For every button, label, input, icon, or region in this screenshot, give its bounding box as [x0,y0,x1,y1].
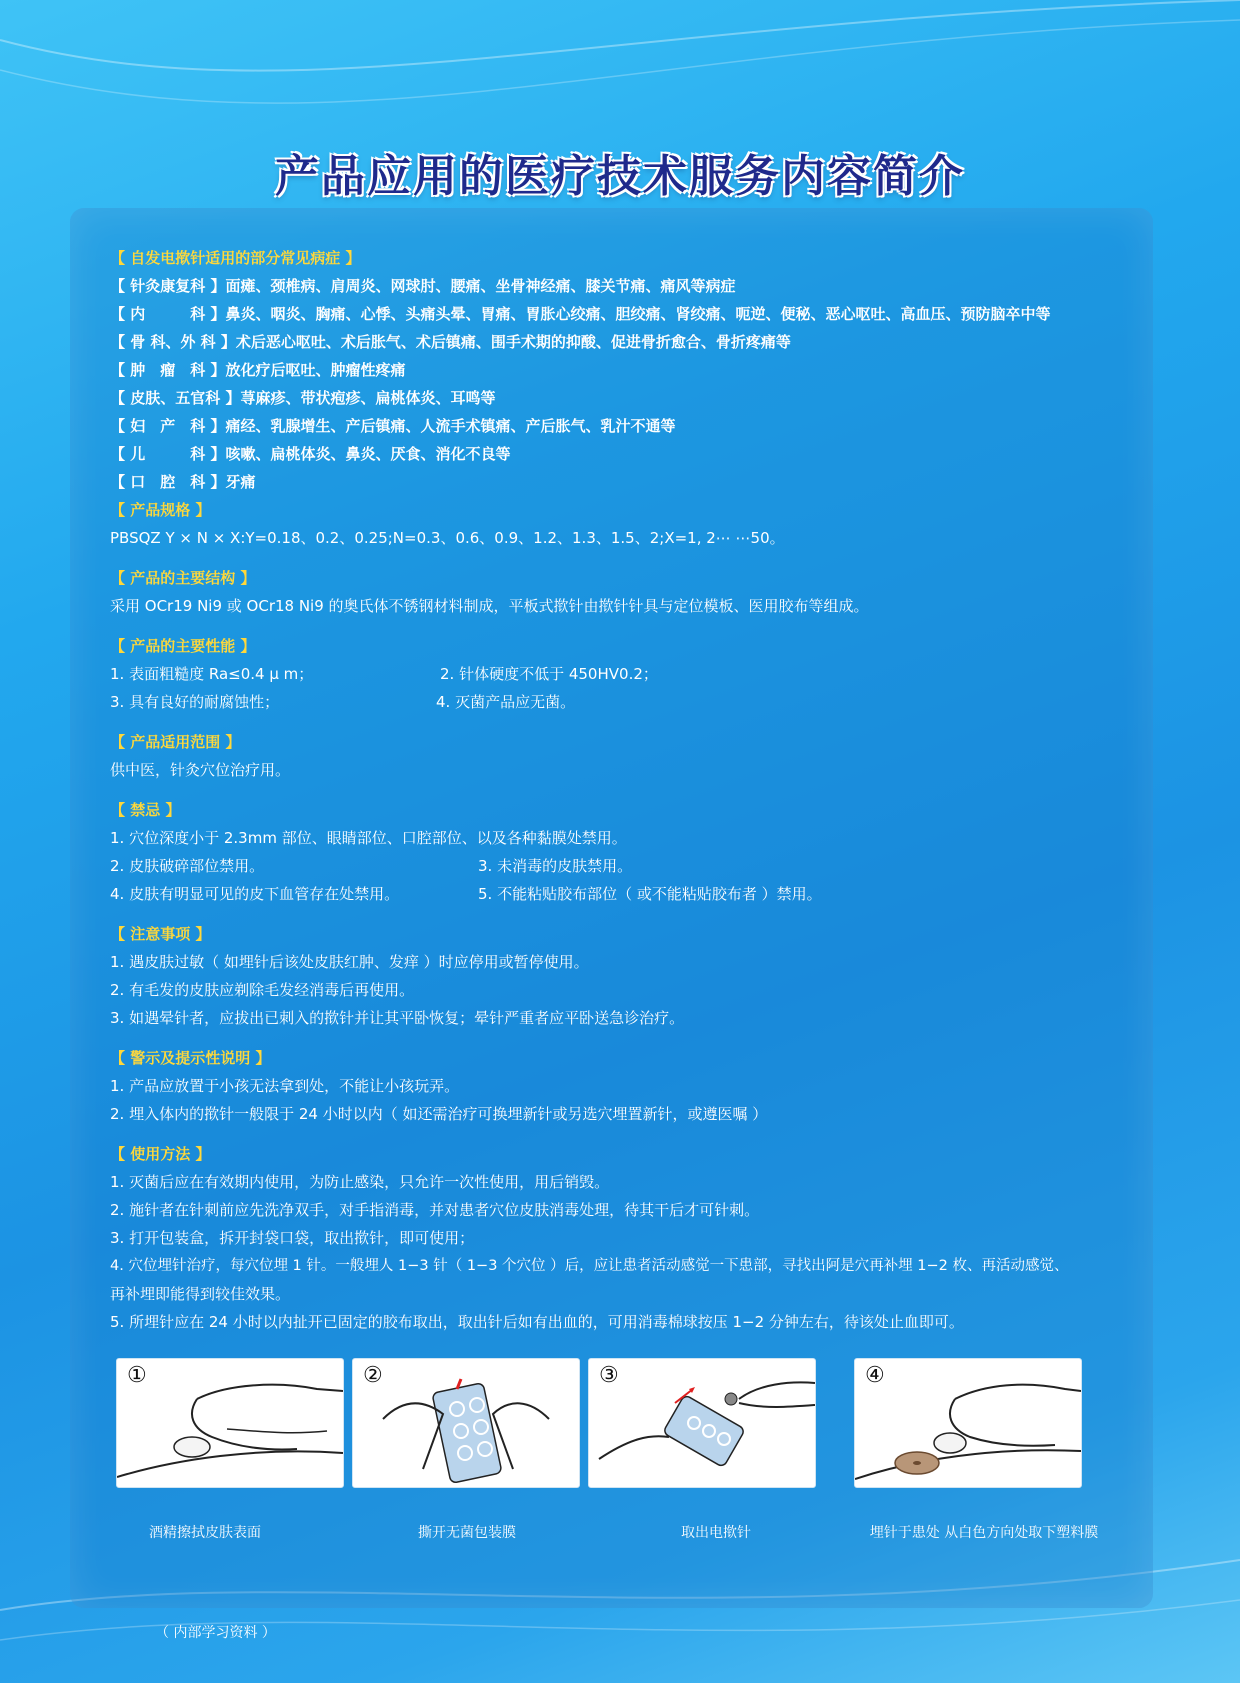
apply-needle-illustration [855,1359,1081,1487]
warnings-heading: 【 警示及提示性说明 】 [110,1049,271,1067]
usage-line: 1. 灭菌后应在有效期内使用，为防止感染，只允许一次性使用，用后销毁。 [110,1173,610,1191]
page-title: 产品应用的医疗技术服务内容简介 [275,151,965,202]
figure-caption-4: 埋针于患处 从白色方向处取下塑料膜 [869,1525,1099,1541]
content-body [110,244,1120,1336]
figure-caption-3: 取出电揿针 [681,1525,751,1541]
step-number: ② [363,1363,383,1388]
scope-heading: 【 产品适用范围 】 [110,733,241,751]
spec-heading: 【 产品规格 】 [110,501,211,519]
structure-text: 采用 OCr19 Ni9 或 OCr18 Ni9 的奥氏体不锈钢材料制成，平板式揿针由揿针针具与定位模板、医用胶布等组成。 [110,597,869,615]
contra-heading: 【 禁忌 】 [110,801,181,819]
usage-line: 4. 穴位埋针治疗，每穴位埋 1 针。一般埋人 1−3 针（ 1−3 个穴位 ）后，应让患者活动感觉一下患部，寻找出阿是穴再补埋 1−2 枚、再活动感觉、 [110,1258,1069,1274]
contra-row: 4. 皮肤有明显可见的皮下血管存在处禁用。 5. 不能粘贴胶布部位（ 或不能粘贴胶布者 ）禁用。 [110,885,822,903]
scope-text: 供中医，针灸穴位治疗用。 [110,761,291,779]
performance-row: 1. 表面粗糙度 Ra≤0.4 μ m； 2. 针体硬度不低于 450HV0.2； [110,665,658,683]
contra-line: 1. 穴位深度小于 2.3mm 部位、眼睛部位、口腔部位、以及各种黏膜处禁用。 [110,829,627,847]
warnings-line: 2. 埋入体内的揿针一般限于 24 小时以内（ 如还需治疗可换埋新针或另选穴埋置新针，或遵医嘱 ） [110,1105,768,1123]
indication-row: 【 妇 产 科 】痛经、乳腺增生、产后镇痛、人流手术镇痛、产后胀气、乳汁不通等 [110,417,676,435]
figure-caption-1: 酒精擦拭皮肤表面 [149,1525,261,1541]
indications-heading: 【 自发电揿针适用的部分常见病症 】 [110,249,361,267]
figure-step-1 [116,1358,344,1488]
warnings-line: 1. 产品应放置于小孩无法拿到处，不能让小孩玩弄。 [110,1077,460,1095]
notes-line: 1. 遇皮肤过敏（ 如埋针后该处皮肤红肿、发痒 ）时应停用或暂停使用。 [110,953,589,971]
step-number: ④ [865,1363,885,1388]
contra-row: 2. 皮肤破碎部位禁用。 3. 未消毒的皮肤禁用。 [110,857,633,875]
indication-row: 【 针灸康复科 】面瘫、颈椎病、肩周炎、网球肘、腰痛、坐骨神经痛、膝关节痛、痛风等病症 [110,277,736,295]
hand-swab-illustration [117,1359,343,1487]
notes-line: 2. 有毛发的皮肤应剃除毛发经消毒后再使用。 [110,981,415,999]
indication-row: 【 皮肤、五官科 】荨麻疹、带状疱疹、扁桃体炎、耳鸣等 [110,389,496,407]
notes-line: 3. 如遇晕针者，应拔出已刺入的揿针并让其平卧恢复；晕针严重者应平卧送急诊治疗。 [110,1009,685,1027]
figure-caption-2: 撕开无菌包装膜 [418,1525,516,1541]
indication-row: 【 内 科 】鼻炎、咽炎、胸痛、心悸、头痛头晕、胃痛、胃胀心绞痛、胆绞痛、肾绞痛、呃逆、便秘、恶心呕吐、高血压、预防脑卒中等 [110,305,1051,323]
peel-package-illustration [353,1359,579,1487]
usage-heading: 【 使用方法 】 [110,1145,211,1163]
indication-row: 【 骨 科、外 科 】术后恶心呕吐、术后胀气、术后镇痛、围手术期的抑酸、促进骨折愈合、骨折疼痛等 [110,333,791,351]
footer-note: （ 内部学习资料 ） [155,1625,276,1641]
step-number: ③ [599,1363,619,1388]
usage-line: 再补埋即能得到较佳效果。 [110,1285,291,1303]
indication-row: 【 口 腔 科 】牙痛 [110,473,256,491]
indication-row: 【 肿 瘤 科 】放化疗后呕吐、肿瘤性疼痛 [110,361,406,379]
figure-step-2 [352,1358,580,1488]
figure-step-4 [854,1358,1082,1488]
performance-heading: 【 产品的主要性能 】 [110,637,256,655]
step-number: ① [127,1363,147,1388]
remove-needle-illustration [589,1359,815,1487]
spec-text: PBSQZ Y × N × X:Y=0.18、0.2、0.25;N=0.3、0.6、0.9、1.2、1.3、1.5、2;X=1, 2⋯ ⋯50。 [110,529,785,547]
indication-row: 【 儿 科 】咳嗽、扁桃体炎、鼻炎、厌食、消化不良等 [110,445,511,463]
usage-line: 3. 打开包装盒，拆开封袋口袋，取出揿针，即可使用； [110,1229,475,1247]
notes-heading: 【 注意事项 】 [110,925,211,943]
usage-line: 2. 施针者在针刺前应先洗净双手，对手指消毒，并对患者穴位皮肤消毒处理，待其干后才可针刺。 [110,1201,760,1219]
usage-figures [116,1358,1116,1488]
structure-heading: 【 产品的主要结构 】 [110,569,256,587]
performance-row: 3. 具有良好的耐腐蚀性； 4. 灭菌产品应无菌。 [110,693,576,711]
usage-line: 5. 所埋针应在 24 小时以内扯开已固定的胶布取出，取出针后如有出血的，可用消毒棉球按压 1−2 分钟左右，待该处止血即可。 [110,1313,964,1331]
figure-step-3 [588,1358,816,1488]
